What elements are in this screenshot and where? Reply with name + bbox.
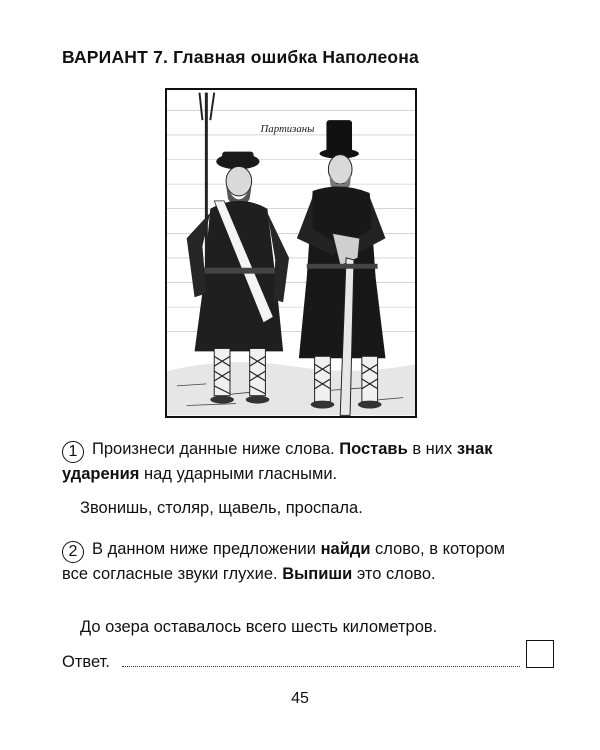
page-number: 45: [291, 690, 309, 707]
partisans-illustration: [165, 88, 417, 418]
task-sentence: До озера оставалось всего шесть километров.: [80, 618, 438, 636]
task-1-text-b: в них: [407, 440, 457, 458]
answer-label: Ответ.: [62, 653, 110, 671]
task-2-bold-b: Выпиши: [282, 565, 353, 583]
task-2-text-a: В данном ниже предложении: [92, 540, 321, 558]
answer-checkbox[interactable]: [526, 640, 554, 668]
task-2-bold-a: найди: [320, 540, 371, 558]
task-1-text-a: Произнеси данные ниже слова.: [92, 440, 340, 458]
word-list: Звонишь, столяр, щавель, проспала.: [80, 499, 363, 517]
answer-line[interactable]: [122, 666, 520, 667]
task-1: [62, 438, 532, 485]
task-2-text-c: это слово.: [352, 565, 436, 583]
task-2: [62, 538, 532, 585]
task-2-text-b: слово, в котором все согласные звуки глухие.: [62, 540, 506, 583]
illustration-caption: Партизаны: [260, 122, 315, 135]
task-number-2: 2: [62, 541, 84, 563]
task-1-bold-a: Поставь: [339, 440, 408, 458]
task-1-bold-b: знак ударения: [62, 440, 493, 483]
task-number-1: 1: [62, 441, 84, 463]
page-title: ВАРИАНТ 7. Главная ошибка Наполеона: [62, 47, 419, 67]
task-1-text-c: над ударными гласными.: [139, 465, 338, 483]
